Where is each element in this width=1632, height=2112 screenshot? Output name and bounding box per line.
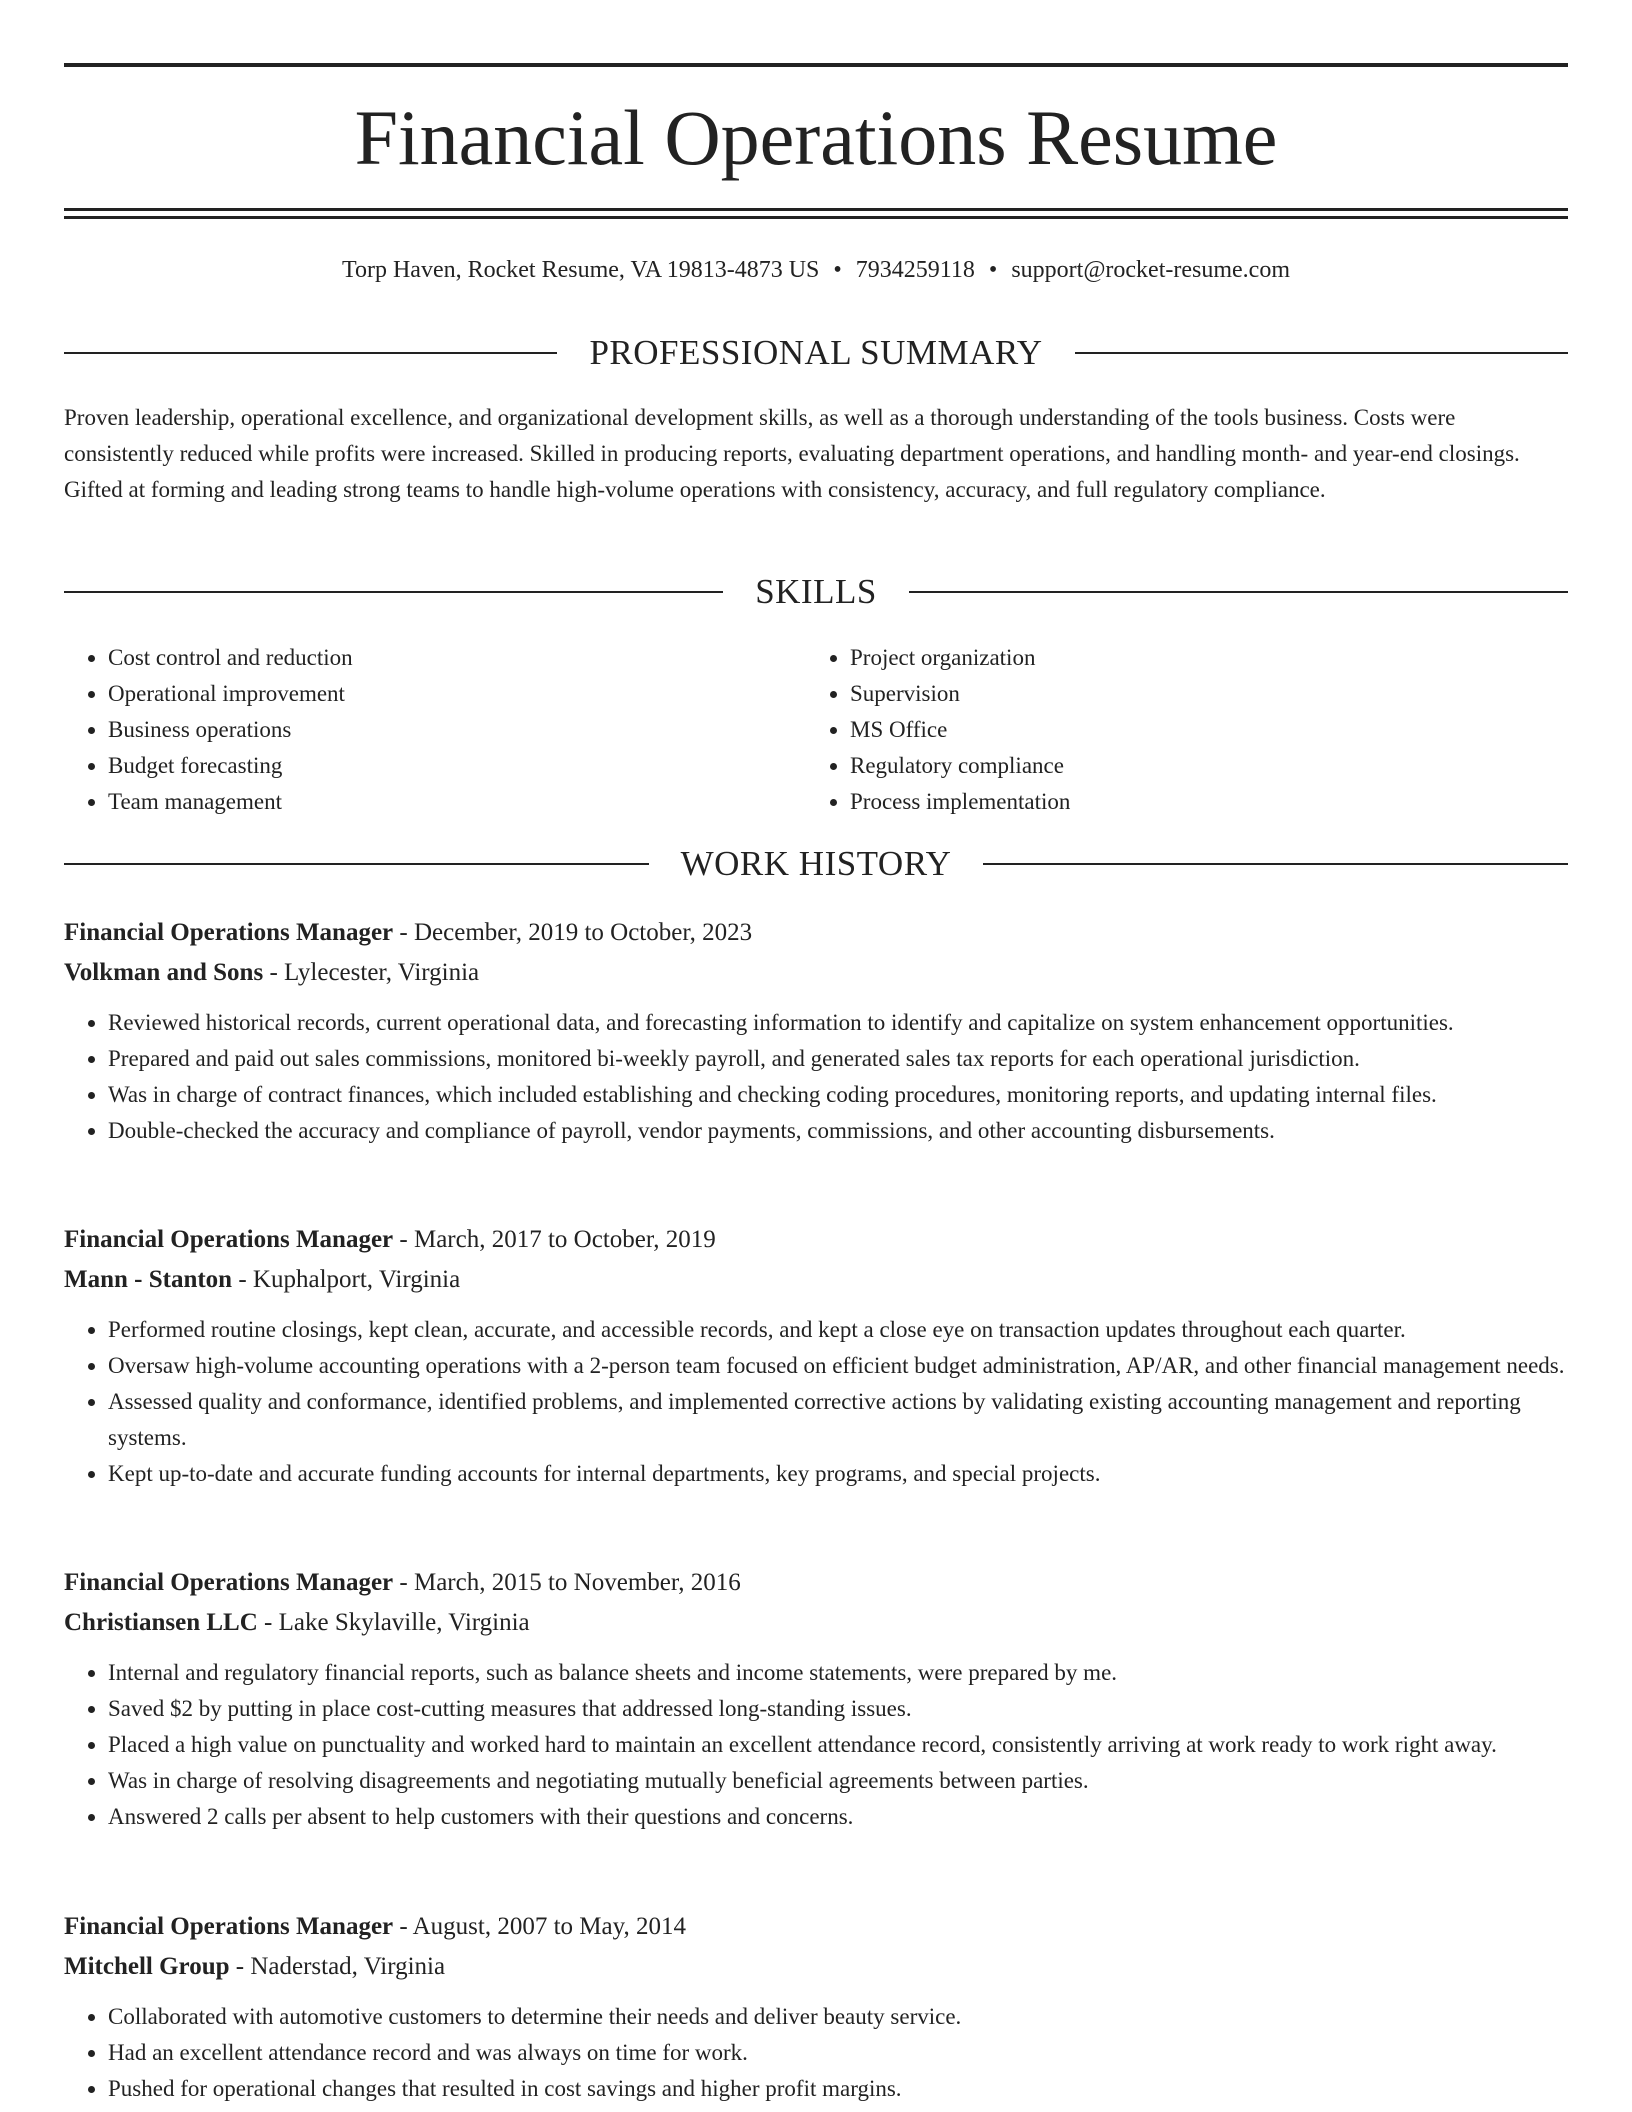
contact-separator: • — [833, 257, 842, 283]
job-bullet: • Kept up-to-date and accurate funding accounts for internal departments, key programs, and special projects. — [108, 1456, 1568, 1492]
job-bullet: • Was in charge of contract finances, which included establishing and checking coding procedures, monitoring reports, and updating internal files. — [108, 1077, 1568, 1113]
skill-item: • Project organization — [850, 640, 1548, 676]
job-title-line — [64, 1563, 1568, 1603]
job-company-line — [64, 953, 1568, 993]
job-dash: - — [238, 1266, 247, 1293]
job-bullets — [64, 1999, 1568, 2107]
header-double-rule — [64, 208, 1568, 219]
contact-email: support@rocket-resume.com — [1011, 257, 1290, 283]
heading-rule-right — [983, 863, 1568, 865]
job-company: Mann - Stanton — [64, 1266, 233, 1293]
skills-column-left — [64, 640, 806, 820]
job-bullet: • Oversaw high-volume accounting operations with a 2-person team focused on efficient budget administration, AP/AR, and other financial management needs. — [108, 1348, 1568, 1384]
job-dash: - — [235, 1953, 245, 1980]
job-bullets — [64, 1005, 1568, 1149]
job-title: Financial Operations Manager — [64, 1913, 394, 1940]
heading-rule-left — [64, 863, 649, 865]
job-dash: - — [269, 959, 278, 986]
job-entry — [64, 913, 1568, 1149]
job-bullets — [64, 1312, 1568, 1492]
job-dash: - — [399, 1569, 408, 1596]
job-bullet: • Pushed for operational changes that resulted in cost savings and higher profit margins. — [108, 2071, 1568, 2107]
heading-rule-right — [909, 591, 1568, 593]
contact-phone: 7934259118 — [855, 257, 975, 283]
job-entry — [64, 1220, 1568, 1492]
job-bullet: • Internal and regulatory financial reports, such as balance sheets and income statements, were prepared by me. — [108, 1655, 1568, 1691]
job-company-line — [64, 1947, 1568, 1987]
skills-list — [64, 640, 1568, 820]
section-title: WORK HISTORY — [680, 844, 952, 883]
skill-item: • Cost control and reduction — [108, 640, 806, 676]
skill-item: • MS Office — [850, 712, 1548, 748]
section-title: PROFESSIONAL SUMMARY — [589, 333, 1043, 372]
job-company-line — [64, 1260, 1568, 1300]
section-heading-skills — [64, 570, 1568, 614]
section-heading-work-history — [64, 842, 1568, 886]
job-dash: - — [399, 1226, 408, 1253]
job-dates: March, 2015 to November, 2016 — [413, 1569, 741, 1596]
job-entry — [64, 1907, 1568, 2107]
skills-column-right — [806, 640, 1548, 820]
job-dash: - — [399, 919, 408, 946]
section-heading-summary — [64, 331, 1568, 375]
skill-item: • Supervision — [850, 676, 1548, 712]
job-title-line — [64, 1220, 1568, 1260]
job-dash: - — [264, 1609, 273, 1636]
job-location: Lake Skylaville, Virginia — [278, 1609, 530, 1636]
header-top-rule — [64, 63, 1568, 67]
job-bullet: • Had an excellent attendance record and was always on time for work. — [108, 2035, 1568, 2071]
job-company: Volkman and Sons — [64, 959, 264, 986]
skill-item: • Team management — [108, 784, 806, 820]
job-bullet: • Placed a high value on punctuality and worked hard to maintain an excellent attendance record, consistently arriving at work ready to work right away. — [108, 1727, 1568, 1763]
job-bullet: • Was in charge of resolving disagreements and negotiating mutually beneficial agreements between parties. — [108, 1763, 1568, 1799]
job-title: Financial Operations Manager — [64, 919, 394, 946]
job-bullet: • Double-checked the accuracy and compliance of payroll, vendor payments, commissions, and other accounting disbursements. — [108, 1113, 1568, 1149]
skill-item: • Process implementation — [850, 784, 1548, 820]
job-bullet: • Reviewed historical records, current operational data, and forecasting information to identify and capitalize on system enhancement opportunities. — [108, 1005, 1568, 1041]
job-dates: December, 2019 to October, 2023 — [413, 919, 753, 946]
job-location: Naderstad, Virginia — [250, 1953, 446, 1980]
skill-item: • Operational improvement — [108, 676, 806, 712]
job-bullet: • Prepared and paid out sales commissions, monitored bi-weekly payroll, and generated sales tax reports for each operational jurisdiction. — [108, 1041, 1568, 1077]
job-bullet: • Assessed quality and conformance, identified problems, and implemented corrective actions by validating existing accounting management and reporting systems. — [108, 1384, 1568, 1456]
job-dates: August, 2007 to May, 2014 — [412, 1913, 686, 1940]
skill-item: • Business operations — [108, 712, 806, 748]
job-title-line — [64, 1907, 1568, 1947]
job-bullets — [64, 1655, 1568, 1835]
job-company-line — [64, 1603, 1568, 1643]
job-entry — [64, 1563, 1568, 1835]
skill-item: • Regulatory compliance — [850, 748, 1548, 784]
job-title: Financial Operations Manager — [64, 1226, 394, 1253]
contact-separator: • — [988, 257, 998, 283]
resume-title: Financial Operations Resume — [354, 94, 1278, 181]
contact-address: Torp Haven, Rocket Resume, VA 19813-4873 US — [341, 257, 820, 283]
job-title-line — [64, 913, 1568, 953]
job-dates: March, 2017 to October, 2019 — [413, 1226, 716, 1253]
job-title: Financial Operations Manager — [64, 1569, 394, 1596]
skill-item: • Budget forecasting — [108, 748, 806, 784]
job-dash: - — [399, 1913, 408, 1940]
job-bullet: • Saved $2 by putting in place cost-cutting measures that addressed long-standing issues. — [108, 1691, 1568, 1727]
heading-rule-left — [64, 352, 557, 354]
job-bullet: • Collaborated with automotive customers to determine their needs and deliver beauty service. — [108, 1999, 1568, 2035]
job-company: Mitchell Group — [64, 1953, 230, 1980]
job-bullet: • Performed routine closings, kept clean, accurate, and accessible records, and kept a close eye on transaction updates throughout each quarter. — [108, 1312, 1568, 1348]
heading-rule-right — [1075, 352, 1568, 354]
section-title: SKILLS — [755, 572, 877, 611]
job-location: Kuphalport, Virginia — [252, 1266, 461, 1293]
job-bullet: • Answered 2 calls per absent to help customers with their questions and concerns. — [108, 1799, 1568, 1835]
job-location: Lylecester, Virginia — [284, 959, 480, 986]
job-company: Christiansen LLC — [64, 1609, 258, 1636]
contact-line — [64, 252, 1568, 288]
heading-rule-left — [64, 591, 723, 593]
summary-text: Proven leadership, operational excellence, and organizational development skills, as well as a thorough understanding of the tools business. Costs were consistently reduced while profits were increased. Skilled in producing reports, evaluating department operations, and handling month- and year-end closings. Gifted at forming and leading strong teams to handle high-volume operations with consistency, accuracy, and full regulatory compliance. — [64, 405, 1520, 502]
